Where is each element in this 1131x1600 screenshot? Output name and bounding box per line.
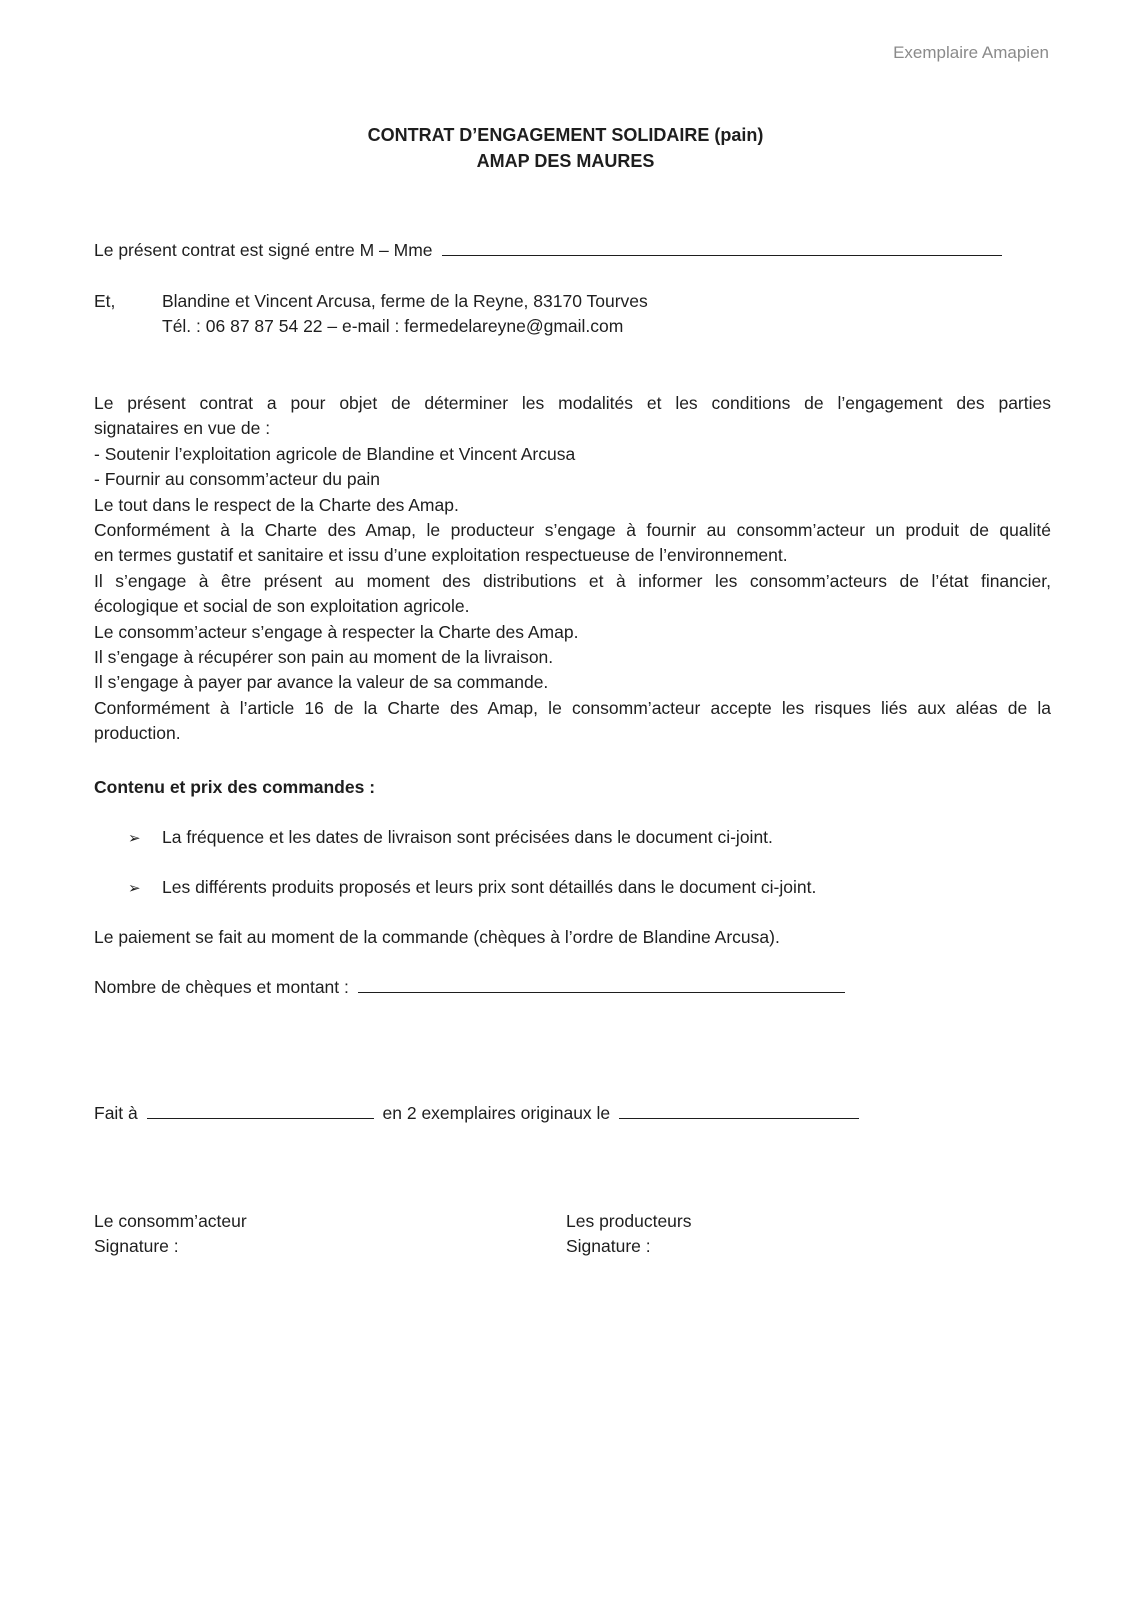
bullet-text: La fréquence et les dates de livraison sont précisées dans le document ci-joint. [162, 827, 773, 847]
body-line: Le tout dans le respect de la Charte des Amap. [94, 494, 459, 515]
arrow-bullet-icon: ➢ [128, 830, 141, 847]
cheques-label: Nombre de chèques et montant : [94, 977, 349, 997]
body-line: Conformément à la Charte des Amap, le producteur s’engage à fournir au consomm’acteur un produit de qualité [94, 520, 1051, 541]
body-line: - Soutenir l’exploitation agricole de Blandine et Vincent Arcusa [94, 443, 576, 464]
signed-between-text: Le présent contrat est signé entre M – Mme [94, 240, 433, 260]
copies-text: en 2 exemplaires originaux le [382, 1103, 611, 1123]
bullet-text: Les différents produits proposés et leurs prix sont détaillés dans le document ci-joint. [162, 877, 817, 897]
consumer-signature-label: Signature : [94, 1236, 179, 1256]
producer-block [162, 289, 648, 339]
done-at-label: Fait à [94, 1103, 138, 1123]
body-line: Le consomm’acteur s’engage à respecter la Charte des Amap. [94, 621, 579, 642]
consumer-title: Le consomm’acteur [94, 1211, 247, 1231]
body-line: signataires en vue de : [94, 418, 271, 439]
cheques-line [94, 975, 845, 1000]
signed-between-line [94, 238, 1002, 263]
producers-signature-block [566, 1209, 692, 1259]
list-item [128, 825, 773, 851]
title-line-1: CONTRAT D’ENGAGEMENT SOLIDAIRE (pain) [367, 125, 764, 145]
consumer-signature-block [94, 1209, 247, 1259]
body-line: écologique et social de son exploitation agricole. [94, 596, 470, 617]
body-line: Il s’engage à récupérer son pain au moment de la livraison. [94, 647, 554, 668]
done-at-line [94, 1101, 859, 1126]
arrow-bullet-icon: ➢ [128, 880, 141, 897]
contract-body [94, 391, 1051, 747]
member-name-blank[interactable] [442, 238, 1002, 256]
and-label: Et, [94, 291, 116, 311]
title-line-2: AMAP DES MAURES [476, 151, 655, 171]
producers-signature-label: Signature : [566, 1236, 651, 1256]
producer-contact: Tél. : 06 87 87 54 22 – e-mail : fermedelareyne@gmail.com [162, 316, 624, 336]
body-line: production. [94, 723, 181, 744]
producers-title: Les producteurs [566, 1211, 692, 1231]
body-line: - Fournir au consomm’acteur du pain [94, 469, 380, 490]
orders-heading: Contenu et prix des commandes : [94, 777, 376, 797]
body-line: Conformément à l’article 16 de la Charte des Amap, le consomm’acteur accepte les risques liés aux aléas de la [94, 697, 1051, 718]
body-line: en termes gustatif et sanitaire et issu d’une exploitation respectueuse de l’environnement. [94, 545, 788, 566]
copy-label: Exemplaire Amapien [893, 43, 1049, 62]
body-line: Il s’engage à payer par avance la valeur de sa commande. [94, 672, 549, 693]
document-title [0, 122, 1131, 174]
producer-address: Blandine et Vincent Arcusa, ferme de la Reyne, 83170 Tourves [162, 291, 648, 311]
place-blank[interactable] [147, 1101, 374, 1119]
body-line: Il s’engage à être présent au moment des distributions et à informer les consomm’acteurs de l’état financier, [94, 570, 1051, 591]
cheques-amount-blank[interactable] [358, 975, 845, 993]
list-item [128, 875, 816, 901]
payment-line: Le paiement se fait au moment de la commande (chèques à l’ordre de Blandine Arcusa). [94, 927, 780, 947]
body-line: Le présent contrat a pour objet de déterminer les modalités et les conditions de l’engagement des parties [94, 393, 1051, 413]
date-blank[interactable] [619, 1101, 859, 1119]
